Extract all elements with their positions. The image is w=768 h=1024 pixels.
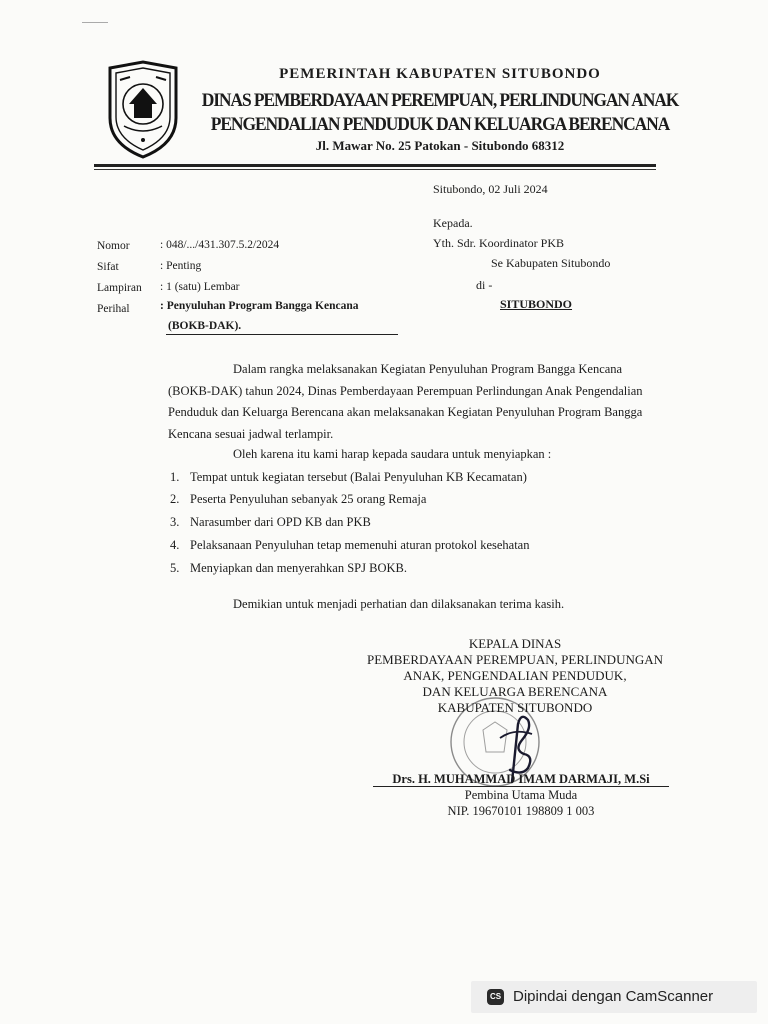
list-item-number: 1. xyxy=(170,470,180,484)
letterhead-agency-line1: DINAS PEMBERDAYAAN PEREMPUAN, PERLINDUNGAN ANAK xyxy=(201,90,679,111)
signatory-name: Drs. H. MUHAMMAD IMAM DARMAJI, M.Si xyxy=(392,772,650,786)
closing-sentence: Demikian untuk menjadi perhatian dan dilaksanakan terima kasih. xyxy=(233,597,565,611)
letterhead-government: PEMERINTAH KABUPATEN SITUBONDO xyxy=(279,66,601,82)
signatory-title-line4: DAN KELUARGA BERENCANA xyxy=(422,684,608,699)
recipient-se: Se Kabupaten Situbondo xyxy=(491,256,611,270)
perihal-underline xyxy=(166,334,398,335)
list-item-number: 4. xyxy=(170,538,180,552)
meta-label-lampiran: Lampiran xyxy=(97,282,142,294)
recipient-yth: Yth. Sdr. Koordinator PKB xyxy=(433,236,565,250)
scan-mark xyxy=(82,22,108,23)
list-item-number: 5. xyxy=(170,561,180,575)
signatory-nip: NIP. 19670101 198809 1 003 xyxy=(447,804,595,818)
signatory-title-line3: ANAK, PENGENDALIAN PENDUDUK, xyxy=(403,668,627,683)
meta-label-nomor: Nomor xyxy=(97,240,130,252)
signatory-title-line5: KABUPATEN SITUBONDO xyxy=(437,700,593,715)
letterhead-address: Jl. Mawar No. 25 Patokan - Situbondo 68312 xyxy=(315,138,565,153)
camscanner-text: Dipindai dengan CamScanner xyxy=(513,988,714,1005)
signatory-title-line1: KEPALA DINAS xyxy=(468,636,562,651)
place-date: Situbondo, 02 Juli 2024 xyxy=(433,182,548,196)
meta-value-lampiran: : 1 (satu) Lembar xyxy=(160,281,240,293)
letterhead-rule-thick xyxy=(94,164,656,167)
body-paragraph-2: Oleh karena itu kami harap kepada saudara untuk menyiapkan : xyxy=(233,447,552,461)
camscanner-logo-icon: CS xyxy=(487,989,504,1005)
meta-value-nomor: : 048/.../431.307.5.2/2024 xyxy=(160,239,280,251)
signatory-name-underline xyxy=(373,786,669,787)
signatory-rank: Pembina Utama Muda xyxy=(464,788,578,802)
meta-label-sifat: Sifat xyxy=(97,261,119,273)
body-paragraph-1: Dalam rangka melaksanakan Kegiatan Penyuluhan Program Bangga Kencana (BOKB-DAK) tahun 2024, Dinas Pemberdayaan Perempuan Perlindungan Anak Pengendalian Penduduk dan Keluarga Berencana akan melaksanakan Kegiatan Penyuluhan Program Bangga Kencana sesuai jadwal terlampir. xyxy=(168,362,643,441)
list-item: Pelaksanaan Penyuluhan tetap memenuhi aturan protokol kesehatan xyxy=(190,538,530,552)
list-item: Tempat untuk kegiatan tersebut (Balai Penyuluhan KB Kecamatan) xyxy=(190,470,527,484)
recipient-city: SITUBONDO xyxy=(500,297,573,311)
list-item-number: 3. xyxy=(170,515,180,529)
letterhead-agency-line2: PENGENDALIAN PENDUDUK DAN KELUARGA BERENCANA xyxy=(210,114,670,135)
letterhead-rule-thin xyxy=(94,169,656,170)
meta-value-sifat: : Penting xyxy=(160,260,202,272)
recipient-di: di - xyxy=(476,278,493,292)
list-item: Menyiapkan dan menyerahkan SPJ BOKB. xyxy=(190,561,407,575)
meta-label-perihal: Perihal xyxy=(97,303,130,315)
recipient-kepada: Kepada. xyxy=(433,216,473,230)
list-item: Narasumber dari OPD KB dan PKB xyxy=(190,515,371,529)
meta-value-perihal: : Penyuluhan Program Bangga Kencana xyxy=(160,300,359,312)
list-item-number: 2. xyxy=(170,492,180,506)
list-item: Peserta Penyuluhan sebanyak 25 orang Remaja xyxy=(190,492,427,506)
camscanner-watermark xyxy=(471,981,757,1013)
signatory-title-line2: PEMBERDAYAAN PEREMPUAN, PERLINDUNGAN xyxy=(366,652,664,667)
perihal-continuation: (BOKB-DAK). xyxy=(168,320,242,332)
